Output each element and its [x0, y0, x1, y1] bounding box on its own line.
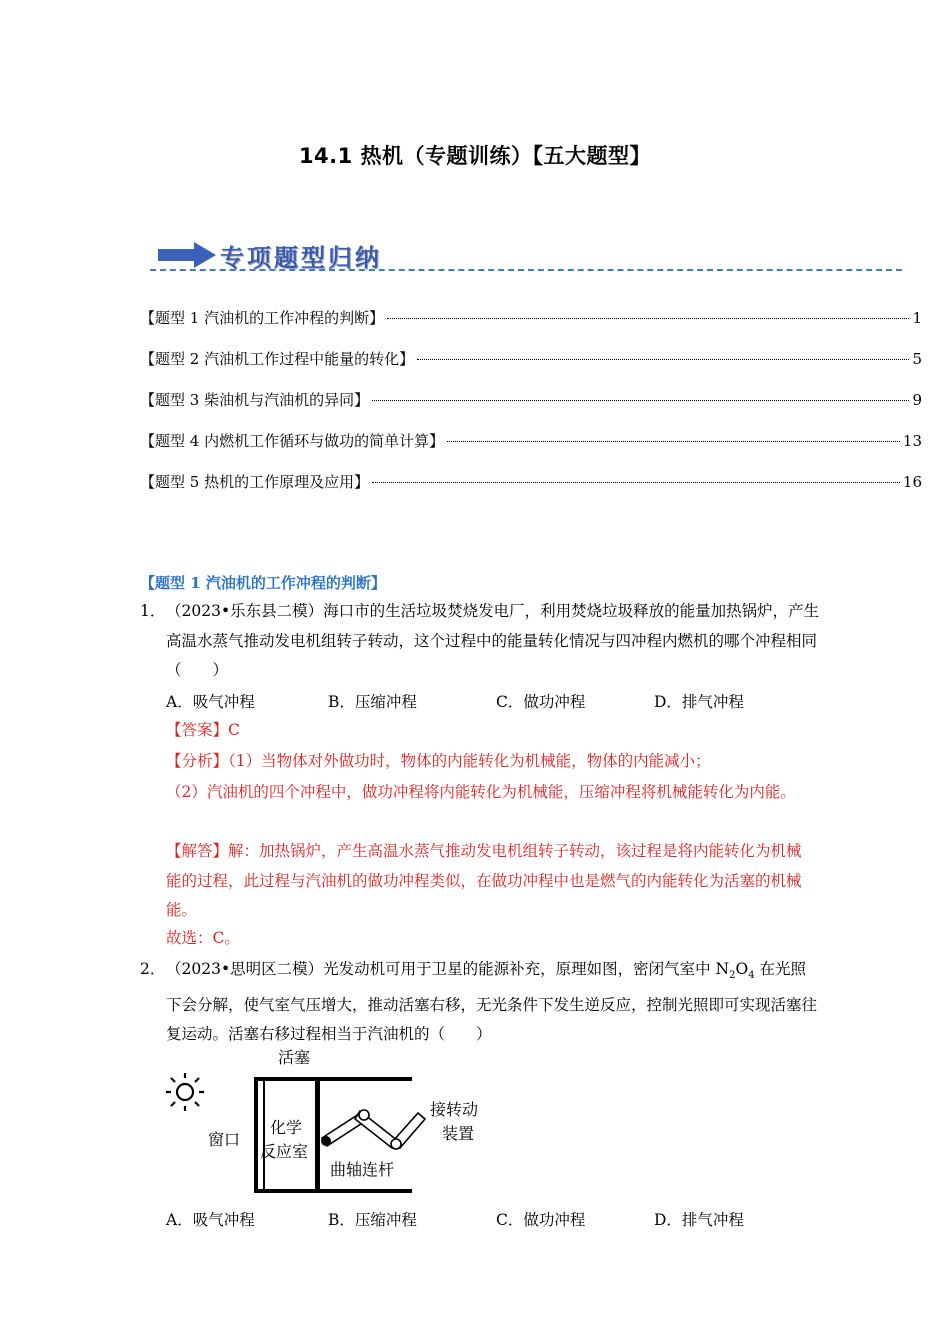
- answer-tag: 【答案】: [166, 721, 229, 739]
- chamber-label-2: 反应室: [260, 1142, 309, 1161]
- arrow-right-icon: [158, 242, 216, 268]
- question-1: [140, 597, 820, 686]
- section-banner: [150, 236, 902, 276]
- toc-leader: [447, 441, 900, 442]
- crank-label: 曲轴连杆: [330, 1160, 395, 1179]
- answer-line: [166, 716, 816, 746]
- solution-text: 解：加热锅炉，产生高温水蒸气推动发电机组转子转动，该过程是将内能转化为机械能的过程，此过程与汽油机的做功冲程类似，在做功冲程中也是燃气的内能转化为活塞的机械能。: [166, 842, 802, 919]
- solution-block: [166, 837, 816, 926]
- toc-entry[interactable]: [140, 348, 922, 389]
- toc-entry-page: 1: [912, 309, 922, 327]
- toc-entry[interactable]: [140, 430, 922, 471]
- banner-divider: [150, 269, 902, 271]
- toc-entry[interactable]: [140, 389, 922, 430]
- engine-diagram: [160, 1045, 500, 1195]
- answer-value: C: [228, 721, 240, 739]
- option-a[interactable]: A．吸气冲程: [166, 693, 255, 711]
- toc-entry-page: 5: [912, 350, 922, 368]
- device-label-1: 接转动: [430, 1100, 479, 1119]
- page-title: 14.1 热机（专题训练）【五大题型】: [298, 144, 652, 168]
- toc-leader: [372, 482, 900, 483]
- toc-entry-page: 9: [912, 391, 922, 409]
- device-label-2: 装置: [442, 1124, 475, 1143]
- option-c[interactable]: C．做功冲程: [496, 693, 586, 711]
- toc-entry-label: 【题型 5 热机的工作原理及应用】: [140, 473, 370, 491]
- option-d[interactable]: D．排气冲程: [654, 1211, 744, 1229]
- piston-label: 活塞: [278, 1048, 311, 1067]
- toc-leader: [417, 359, 909, 360]
- analysis-text-1: （1）当物体对外做功时，物体的内能转化为机械能，物体的内能减小；: [228, 752, 711, 770]
- question-text: （2023•思明区二模）光发动机可用于卫星的能源补充，原理如图，密闭气室中 $N_2O_4$ 在光照下会分解，使气室气压增大，推动活塞右移，无光条件下发生逆反应，控制光照即可实现活塞往复运动。活塞右移过程相当于汽油机的（ ）: [166, 960, 818, 1044]
- analysis-tag: 【分析】: [166, 752, 229, 770]
- toc-entry[interactable]: [140, 307, 922, 348]
- toc-entry-label: 【题型 2 汽油机工作过程中能量的转化】: [140, 350, 415, 368]
- choice-line: 故选：C。: [166, 929, 240, 947]
- question-text: （2023•乐东县二模）海口市的生活垃圾焚烧发电厂，利用焚烧垃圾释放的能量加热锅炉，产生高温水蒸气推动发电机组转子转动，这个过程中的能量转化情况与四冲程内燃机的哪个冲程相同（ ）: [166, 602, 820, 679]
- toc-entry-page: 13: [902, 432, 922, 450]
- table-of-contents: [140, 307, 922, 512]
- question-number: 1．: [140, 602, 166, 620]
- toc-entry-label: 【题型 4 内燃机工作循环与做功的简单计算】: [140, 432, 445, 450]
- toc-entry[interactable]: [140, 471, 922, 512]
- analysis-text-2: （2）汽油机的四个冲程中，做功冲程将内能转化为机械能，压缩冲程将机械能转化为内能。: [166, 783, 796, 801]
- option-a[interactable]: A．吸气冲程: [166, 1211, 255, 1229]
- sun-icon: [166, 1073, 204, 1111]
- toc-entry-label: 【题型 3 柴油机与汽油机的异同】: [140, 391, 370, 409]
- option-b[interactable]: B．压缩冲程: [328, 693, 417, 711]
- analysis-line-1: [166, 747, 816, 777]
- window-label: 窗口: [208, 1130, 241, 1149]
- toc-entry-page: 16: [902, 473, 922, 491]
- solution-tag: 【解答】: [166, 842, 229, 860]
- option-d[interactable]: D．排气冲程: [654, 693, 744, 711]
- toc-leader: [387, 318, 909, 319]
- question-number: 2．: [140, 960, 166, 978]
- section-heading: 【题型 1 汽油机的工作冲程的判断】: [140, 574, 386, 592]
- option-c[interactable]: C．做功冲程: [496, 1211, 586, 1229]
- question-2: [140, 955, 820, 1050]
- chamber-label-1: 化学: [270, 1118, 303, 1137]
- toc-leader: [372, 400, 909, 401]
- toc-entry-label: 【题型 1 汽油机的工作冲程的判断】: [140, 309, 385, 327]
- banner-text: 专项题型归纳: [220, 243, 382, 272]
- option-b[interactable]: B．压缩冲程: [328, 1211, 417, 1229]
